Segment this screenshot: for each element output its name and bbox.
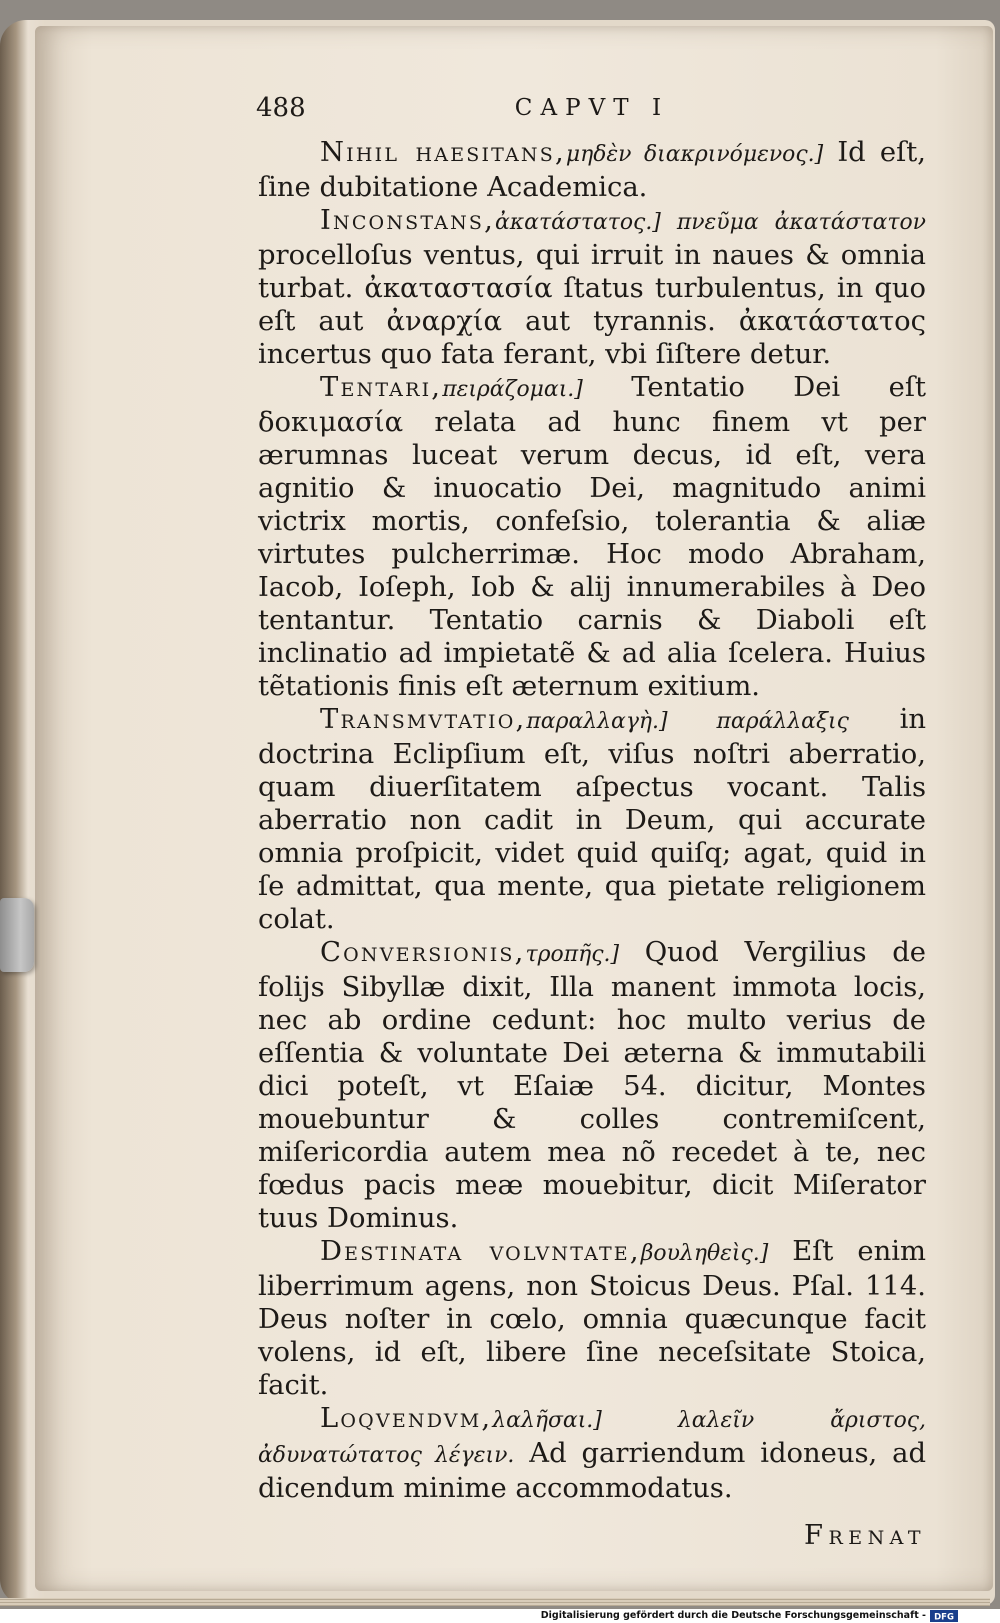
entry-lemma: Destinata volvntate,	[320, 1236, 641, 1267]
entry-greek: τροπῆς.]	[525, 942, 620, 967]
entry-greek: μηδὲν διακρινόμενος.]	[565, 142, 824, 167]
catchword: Frenat	[803, 1520, 926, 1551]
dfg-logo-icon	[930, 1610, 958, 1622]
entry-greek: ἀκατάστατος.] πνεῦμα ἀκατάστατον	[495, 210, 926, 235]
entry-text: in doctrina Eclipſium eſt, viſus noſtri aberratio, quam diuerſitatem aſpectus vocant. Talis aberratio non cadit in Deum, qui accurate omnia proſpicit, videt quid quiſq; agat, quid in ſe admittat, qua mente, qua pietate religionem colat.	[258, 704, 926, 935]
entry-text: Quod Vergilius de folijs Sibyllæ dixit, Illa manent immota locis, nec ab ordine cedunt: hoc multo verius de eſſentia & voluntate Dei æterna & immutabili dici poteſt, vt Eſaiæ 54. dicitur, Montes mouebuntur & colles contremiſcent, miſericordia autem mea nõ recedet à te, nec fœdus pacis meæ mouebitur, dicit Miſerator tuus Dominus.	[258, 937, 926, 1234]
dfg-logo-text: DFG	[934, 1612, 954, 1622]
entry-lemma: Inconstans,	[320, 205, 496, 236]
page-edges	[0, 1598, 990, 1606]
entry-lemma: Nihil haesitans,	[320, 137, 566, 168]
entry	[258, 936, 926, 1235]
running-head	[258, 92, 926, 136]
entry	[258, 136, 926, 204]
entry-lemma: Loqvendvm,	[320, 1403, 493, 1434]
footer-bar	[0, 1609, 1000, 1623]
bookmark-tab	[0, 898, 34, 972]
entry-lemma: Conversionis,	[320, 937, 526, 968]
entry-greek: πειράζομαι.]	[442, 377, 583, 402]
entry-text: Id eſt, ſine dubitatione Academica.	[258, 137, 926, 203]
footer-credit: Digitalisierung gefördert durch die Deutsche Forschungsgemeinschaft -	[540, 1610, 926, 1621]
entry-text: procelloſus ventus, qui irruit in naues & omnia turbat. ἀκαταστασία ſtatus turbulentus, in quo eſt aut ἀναρχία aut tyrannis. ἀκατάστατος incertus quo fata ferant, vbi ſiſtere detur.	[258, 240, 926, 370]
chapter-title: CAPVT I	[514, 95, 670, 121]
entry	[258, 703, 926, 936]
entry-text: Tentatio Dei eſt δοκιμασία relata ad hunc finem vt per ærumnas luceat verum decus, id eſt, vera agnitio & inuocatio Dei, magnitudo animi victrix mortis, confeſsio, tolerantia & aliæ virtutes pulcherrimæ. Hoc modo Abraham, Iacob, Ioſeph, Iob & alij innumerabiles à Deo tentantur. Tentatio carnis & Diaboli eſt inclinatio ad impietatẽ & ad alia ſcelera. Huius tẽtationis finis eſt æternum exitium.	[258, 372, 926, 702]
entry	[258, 1402, 926, 1505]
entry-greek: λαλῆσαι.] λαλεῖν ἄριστος, ἀδυνατώτατος λέγειν.	[258, 1408, 926, 1468]
entry-greek: παραλλαγὴ.] παράλλαξις	[526, 709, 849, 734]
entry-lemma: Tentari,	[320, 372, 443, 403]
entry-text: Ad garriendum idoneus, ad dicendum minime accommodatus.	[258, 1438, 926, 1504]
entry-lemma: Transmvtatio,	[320, 704, 527, 735]
text-block	[258, 92, 926, 1552]
entry	[258, 1235, 926, 1402]
entry-greek: βουληθεὶς.]	[640, 1241, 769, 1266]
entry	[258, 204, 926, 371]
entry	[258, 371, 926, 703]
entry-text: Eſt enim liberrimum agens, non Stoicus Deus. Pſal. 114. Deus noſter in cœlo, omnia quæcunque facit volens, id eſt, libere ſine neceſsitate Stoica, facit.	[258, 1236, 926, 1401]
page-number: 488	[256, 93, 306, 123]
